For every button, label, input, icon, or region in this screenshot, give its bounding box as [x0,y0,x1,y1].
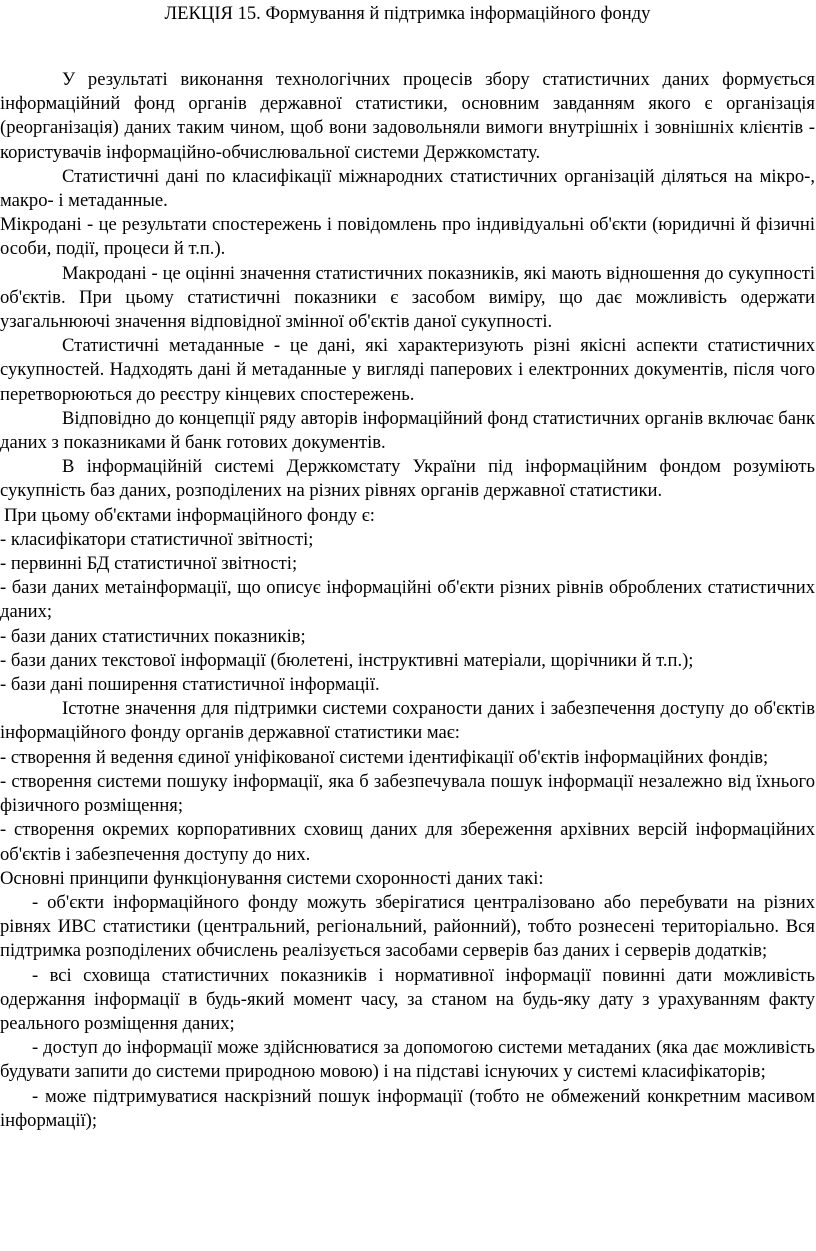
list-item: - всі сховища статистичних показників і нормативної інформації повинні дати можливість одержання інформації в будь-який момент часу, за станом на будь-яку дату з урахуванням факту реального розміщення даних; [0,964,815,1034]
list-item: - бази даних метаінформації, що описує інформаційні об'єкти різних рівнів оброблених статистичних даних; [0,577,815,623]
paragraph-principles: Основні принципи функціонування системи схоронності даних такі: [0,867,544,889]
list-item: - може підтримуватися наскрізний пошук інформації (тобто не обмежений конкретним масивом інформації); [0,1085,815,1131]
list-item: - створення системи пошуку інформації, яка б забезпечувала пошук інформації незалежно від їхнього фізичного розміщення; [0,770,815,817]
paragraph-intro: У результаті виконання технологічних процесів збору статистичних даних формується інформаційний фонд органів державної статистики, основним завданням якого є організація (реорганізація) даних таким чином, щоб вони задовольняли вимоги внутрішніх і зовнішніх клієнтів - користувачів інформаційно-обчислювальної системи Держкомстату. [0,69,815,163]
paragraph-significance: Істотне значення для підтримки системи сохраности даних і забезпечення доступу до об'єктів інформаційного фонду органів державної статистики має: [0,698,815,744]
paragraph-metadata: Статистичні метаданные - це дані, які характеризують різні якісні аспекти статистичних сукупностей. Надходять дані й метаданные у вигляді паперових і електронних документів, після чого перетворюються до реєстру кінцевих спостережень. [0,335,815,405]
list-item: - первинні БД статистичної звітності; [0,553,298,575]
list-item: - створення й ведення єдиної уніфікованої системи ідентифікації об'єктів інформаційних фондів; [0,746,769,768]
list-item: - класифікатори статистичної звітності; [0,528,314,550]
paragraph-info-system: В інформаційній системі Держкомстату України під інформаційним фондом розуміють сукупність баз даних, розподілених на різних рівнях органів державної статистики. [0,456,815,502]
paragraph-macrodata: Макродані - це оцінні значення статистичних показників, які мають відношення до сукупності об'єктів. При цьому статистичні показники є засобом виміру, що дає можливість одержати узагальнюючі значення відповідної змінної об'єктів даної сукупності. [0,262,815,333]
list-item: - бази даних статистичних показників; [0,625,306,647]
list-item: - доступ до інформації може здійснюватися за допомогою системи метаданих (яка дає можливість будувати запити до системи природною мовою) і на підставі існуючих у системі класифікаторів; [0,1037,815,1083]
list-item: - бази даних текстової інформації (бюлетені, інструктивні матеріали, щорічники й т.п.); [0,649,694,671]
document-title: ЛЕКЦІЯ 15. Формування й підтримка інформаційного фонду [164,3,651,24]
list-item: - створення окремих корпоративних сховищ даних для збереження архівних версій інформаційних об'єктів і забезпечення доступу до них. [0,819,815,865]
paragraph-fund-objects: При цьому об'єктами інформаційного фонду є: [4,504,375,526]
document-body [0,68,815,1133]
list-item: - об'єкти інформаційного фонду можуть зберігатися централізовано або перебувати на різних рівнях ИВС статистики (центральний, регіональний, районний), тобто рознесені територіально. Вся підтримка розподілених обчислень реалізується засобами серверів баз даних і серверів додатків; [0,891,815,962]
paragraph-concept: Відповідно до концепції ряду авторів інформаційний фонд статистичних органів включає банк даних з показниками й банк готових документів. [0,407,815,454]
list-item: - бази дані поширення статистичної інформації. [0,674,380,696]
paragraph-classification: Статистичні дані по класифікації міжнародних статистичних організацій діляться на мікро-, макро- і метаданные. [0,165,815,212]
paragraph-microdata: Мікродані - це результати спостережень і повідомлень про індивідуальні об'єкти (юридичні й фізичні особи, події, процеси й т.п.). [0,214,815,260]
